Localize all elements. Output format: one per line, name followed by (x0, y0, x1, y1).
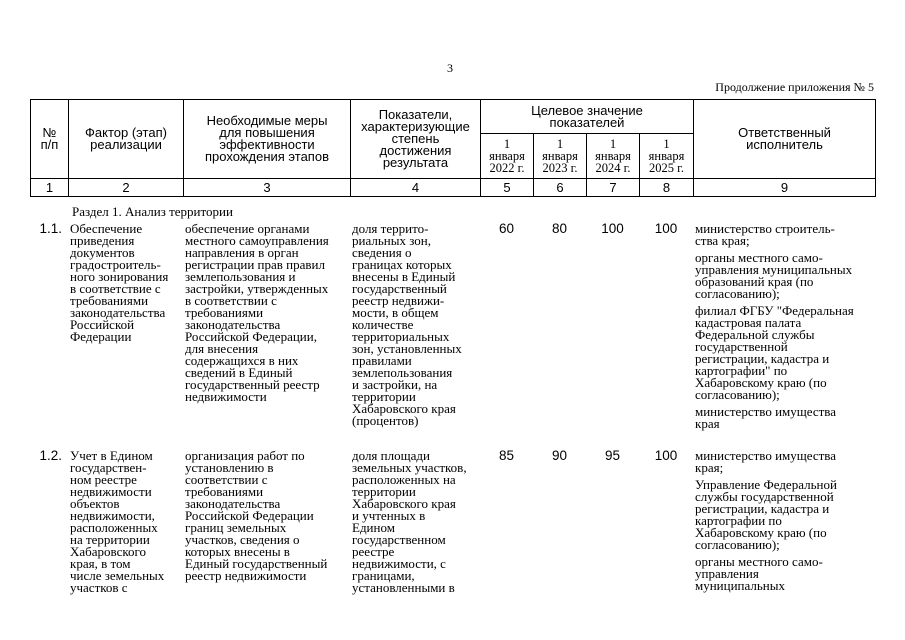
row-value-2023: 80 (551, 221, 568, 236)
table-header (30, 99, 876, 197)
column-number-5: 5 (481, 179, 534, 197)
row-measures: обеспечение органами местного самоуправления направления в орган регистрации прав правил землепользования и застройки, утвержденных в соответствии с требованиями законодательства Российской Федерации, для внесения содержащихся в них сведений в Единый государственный реестр недвижимости (185, 221, 329, 404)
row-indicator: доля площади земельных участков, расположенных на территории Хабаровского края и учтенных в Едином государственном реестре недвижимости, с границами, установленными в (352, 448, 467, 595)
header-target-values: Целевое значение показателей (481, 100, 694, 134)
row-value-2024: 95 (604, 448, 621, 463)
executor-entry: органы местного само- управления муниципальных (695, 554, 823, 593)
header-year-2024: 1 января 2024 г. (587, 134, 640, 179)
table-body (30, 205, 875, 597)
table-row (30, 223, 875, 450)
column-number-7: 7 (587, 179, 640, 197)
header-year-2025: 1 января 2025 г. (640, 134, 694, 179)
row-value-2025: 100 (654, 221, 678, 236)
executor-entry: министерство имущества края (695, 404, 837, 431)
row-value-2022: 60 (498, 221, 515, 236)
column-number-4: 4 (351, 179, 481, 197)
header-factor: Фактор (этап) реализации (69, 100, 184, 179)
column-number-2: 2 (69, 179, 184, 197)
row-factor: Учет в Едином государствен- ном реестре недвижимости объектов недвижимости, расположенных на территории Хабаровского края, в том числе земельных участков с (70, 448, 165, 595)
column-number-6: 6 (534, 179, 587, 197)
row-measures: организация работ по установлению в соответствии с требованиями законодательства Российской Федерации границ земельных участков, сведения о которых внесены в Единый государственный реестр недвижимости (185, 448, 328, 583)
section-title: Раздел 1. Анализ территории (72, 204, 233, 219)
header-year-2022: 1 января 2022 г. (481, 134, 534, 179)
executor-entry: министерство имущества края; (695, 448, 837, 475)
column-number-8: 8 (640, 179, 694, 197)
row-value-2024: 100 (601, 221, 624, 236)
executor-entry: филиал ФГБУ "Федеральная кадастровая палата Федеральной службы государственной регистрации, кадастра и картографии" по Хабаровскому краю (по согласованию); (695, 303, 854, 402)
row-value-2023: 90 (551, 448, 568, 463)
row-value-2022: 85 (498, 448, 515, 463)
appendix-continuation-note: Продолжение приложения № 5 (715, 80, 874, 94)
column-number-1: 1 (31, 179, 69, 197)
row-indicator: доля террито- риальных зон, сведения о границах которых внесены в Единый государственный реестр недвижи- мости, в общем количестве территориальных зон, установленных правилами землепользования и застройки, на территории Хабаровского края (процентов) (352, 221, 462, 428)
row-factor: Обеспечение приведения документов градостроитель- ного зонирования в соответствие с требованиями законодательства Российской Федерации (70, 221, 169, 344)
executor-entry: Управление Федеральной службы государственной регистрации, кадастра и картографии по Хабаровскому краю (по согласованию); (695, 477, 837, 552)
column-number-9: 9 (694, 179, 876, 197)
header-number: № п/п (31, 100, 69, 179)
row-number: 1.2. (39, 448, 62, 463)
row-value-2025: 100 (654, 448, 678, 463)
row-number: 1.1. (39, 221, 62, 236)
header-responsible: Ответственный исполнитель (694, 100, 876, 179)
executor-entry: министерство строитель- ства края; (695, 221, 835, 248)
row-executors (693, 450, 875, 597)
executor-entry: органы местного само- управления муниципальных образований края (по согласованию); (695, 250, 853, 301)
page-number: 3 (447, 61, 453, 75)
column-number-3: 3 (184, 179, 351, 197)
header-year-2023: 1 января 2023 г. (534, 134, 587, 179)
row-executors (693, 223, 875, 450)
table-row (30, 450, 875, 597)
header-indicators: Показатели, характеризующие степень достижения результата (351, 100, 481, 179)
header-measures: Необходимые меры для повышения эффективности прохождения этапов (184, 100, 351, 179)
